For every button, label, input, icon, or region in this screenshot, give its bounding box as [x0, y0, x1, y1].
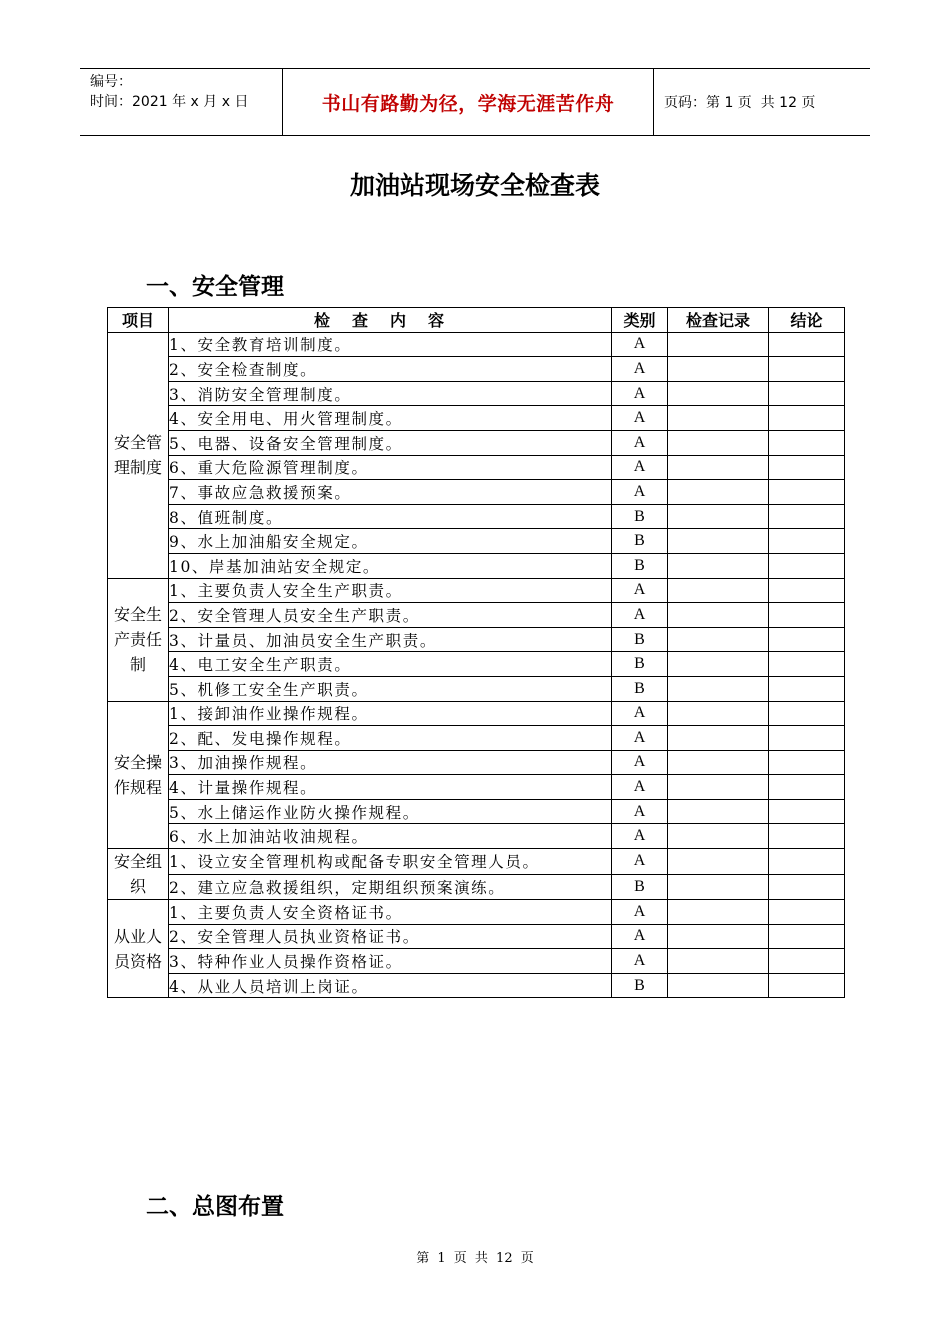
check-item: 2、安全管理人员安全生产职责。 — [169, 603, 612, 628]
conclusion-cell[interactable] — [769, 529, 845, 554]
record-cell[interactable] — [668, 652, 769, 677]
conclusion-cell[interactable] — [769, 381, 845, 406]
category-cell: A — [612, 750, 668, 775]
check-item: 2、配、发电操作规程。 — [169, 726, 612, 751]
category-cell: A — [612, 430, 668, 455]
conclusion-cell[interactable] — [769, 455, 845, 480]
conclusion-cell[interactable] — [769, 332, 845, 357]
category-cell: A — [612, 799, 668, 824]
category-cell: A — [612, 357, 668, 382]
table-row — [108, 603, 845, 628]
category-cell: A — [612, 701, 668, 726]
record-cell[interactable] — [668, 455, 769, 480]
check-item: 1、设立安全管理机构或配备专职安全管理人员。 — [169, 849, 612, 875]
record-cell[interactable] — [668, 332, 769, 357]
check-item: 3、加油操作规程。 — [169, 750, 612, 775]
category-cell: A — [612, 775, 668, 800]
record-cell[interactable] — [668, 480, 769, 505]
page-footer: 第 1 页 共 12 页 — [416, 1251, 534, 1266]
conclusion-cell[interactable] — [769, 578, 845, 603]
record-cell[interactable] — [668, 799, 769, 824]
category-cell: A — [612, 824, 668, 849]
category-cell: A — [612, 849, 668, 875]
table-row — [108, 430, 845, 455]
check-item: 1、主要负责人安全生产职责。 — [169, 578, 612, 603]
conclusion-cell[interactable] — [769, 553, 845, 578]
record-cell[interactable] — [668, 775, 769, 800]
table-row — [108, 849, 845, 875]
conclusion-cell[interactable] — [769, 406, 845, 431]
conclusion-cell[interactable] — [769, 849, 845, 875]
code-label: 编号： — [90, 74, 132, 90]
record-cell[interactable] — [668, 676, 769, 701]
group-label: 从业人员资格 — [108, 900, 169, 998]
category-cell: A — [612, 924, 668, 949]
conclusion-cell[interactable] — [769, 799, 845, 824]
table-row — [108, 627, 845, 652]
header-category: 类别 — [612, 308, 668, 333]
section-heading-2: 二、总图布置 — [146, 1194, 284, 1220]
header-project: 项目 — [108, 308, 169, 333]
category-cell: B — [612, 529, 668, 554]
conclusion-cell[interactable] — [769, 652, 845, 677]
record-cell[interactable] — [668, 553, 769, 578]
table-row — [108, 332, 845, 357]
record-cell[interactable] — [668, 603, 769, 628]
record-cell[interactable] — [668, 357, 769, 382]
category-cell: A — [612, 726, 668, 751]
check-item: 4、安全用电、用火管理制度。 — [169, 406, 612, 431]
conclusion-cell[interactable] — [769, 701, 845, 726]
date-line: 时间：2021 年 x 月 x 日 — [90, 94, 249, 110]
table-row — [108, 676, 845, 701]
table-row — [108, 775, 845, 800]
group-label: 安全生产责任制 — [108, 578, 169, 701]
category-cell: A — [612, 455, 668, 480]
table-row — [108, 480, 845, 505]
conclusion-cell[interactable] — [769, 603, 845, 628]
record-cell[interactable] — [668, 529, 769, 554]
category-cell: B — [612, 676, 668, 701]
group-label: 安全组织 — [108, 849, 169, 900]
conclusion-cell[interactable] — [769, 726, 845, 751]
safety-checklist-table — [107, 307, 845, 998]
table-row — [108, 701, 845, 726]
record-cell[interactable] — [668, 824, 769, 849]
record-cell[interactable] — [668, 381, 769, 406]
category-cell: B — [612, 553, 668, 578]
table-row — [108, 406, 845, 431]
check-item: 5、水上储运作业防火操作规程。 — [169, 799, 612, 824]
table-row — [108, 750, 845, 775]
category-cell: B — [612, 973, 668, 998]
table-row — [108, 455, 845, 480]
category-cell: A — [612, 381, 668, 406]
record-cell[interactable] — [668, 949, 769, 974]
category-cell: B — [612, 874, 668, 900]
record-cell[interactable] — [668, 874, 769, 900]
header-page-info — [654, 69, 870, 135]
conclusion-cell[interactable] — [769, 900, 845, 925]
category-cell: A — [612, 900, 668, 925]
category-cell: B — [612, 652, 668, 677]
conclusion-cell[interactable] — [769, 924, 845, 949]
check-item: 3、消防安全管理制度。 — [169, 381, 612, 406]
record-cell[interactable] — [668, 750, 769, 775]
conclusion-cell[interactable] — [769, 480, 845, 505]
category-cell: A — [612, 480, 668, 505]
check-item: 4、计量操作规程。 — [169, 775, 612, 800]
check-item: 1、主要负责人安全资格证书。 — [169, 900, 612, 925]
check-item: 3、计量员、加油员安全生产职责。 — [169, 627, 612, 652]
check-item: 8、值班制度。 — [169, 504, 612, 529]
check-item: 10、岸基加油站安全规定。 — [169, 553, 612, 578]
table-row — [108, 357, 845, 382]
check-item: 4、从业人员培训上岗证。 — [169, 973, 612, 998]
conclusion-cell[interactable] — [769, 627, 845, 652]
conclusion-cell[interactable] — [769, 874, 845, 900]
header-meta — [80, 69, 282, 135]
table-body — [108, 332, 845, 998]
page-info-text: 页码：第 1 页 共 12 页 — [664, 95, 816, 111]
record-cell[interactable] — [668, 627, 769, 652]
table-row — [108, 949, 845, 974]
record-cell[interactable] — [668, 504, 769, 529]
check-item: 2、安全管理人员执业资格证书。 — [169, 924, 612, 949]
header-content: 检查内容 — [169, 308, 612, 333]
category-cell: B — [612, 504, 668, 529]
document-title: 加油站现场安全检查表 — [349, 171, 600, 200]
header-record: 检查记录 — [668, 308, 769, 333]
record-cell[interactable] — [668, 578, 769, 603]
check-item: 5、机修工安全生产职责。 — [169, 676, 612, 701]
category-cell: A — [612, 578, 668, 603]
document-header — [80, 68, 870, 136]
record-cell[interactable] — [668, 900, 769, 925]
check-item: 6、重大危险源管理制度。 — [169, 455, 612, 480]
category-cell: A — [612, 332, 668, 357]
check-item: 3、特种作业人员操作资格证。 — [169, 949, 612, 974]
conclusion-cell[interactable] — [769, 676, 845, 701]
header-conclusion: 结论 — [769, 308, 845, 333]
category-cell: A — [612, 603, 668, 628]
record-cell[interactable] — [668, 849, 769, 875]
conclusion-cell[interactable] — [769, 775, 845, 800]
record-cell[interactable] — [668, 973, 769, 998]
conclusion-cell[interactable] — [769, 504, 845, 529]
check-item: 1、接卸油作业操作规程。 — [169, 701, 612, 726]
conclusion-cell[interactable] — [769, 750, 845, 775]
table-header-row — [108, 308, 845, 333]
conclusion-cell[interactable] — [769, 949, 845, 974]
conclusion-cell[interactable] — [769, 973, 845, 998]
table-row — [108, 824, 845, 849]
table-row — [108, 381, 845, 406]
category-cell: A — [612, 406, 668, 431]
check-item: 1、安全教育培训制度。 — [169, 332, 612, 357]
group-label: 安全管理制度 — [108, 332, 169, 578]
conclusion-cell[interactable] — [769, 824, 845, 849]
check-item: 9、水上加油船安全规定。 — [169, 529, 612, 554]
table-row — [108, 578, 845, 603]
header-slogan: 书山有路勤为径，学海无涯苦作舟 — [282, 69, 654, 135]
record-cell[interactable] — [668, 406, 769, 431]
check-item: 2、建立应急救援组织，定期组织预案演练。 — [169, 874, 612, 900]
table-row — [108, 973, 845, 998]
table-row — [108, 504, 845, 529]
check-item: 4、电工安全生产职责。 — [169, 652, 612, 677]
table-row — [108, 924, 845, 949]
table-row — [108, 726, 845, 751]
check-item: 7、事故应急救援预案。 — [169, 480, 612, 505]
conclusion-cell[interactable] — [769, 430, 845, 455]
record-cell[interactable] — [668, 726, 769, 751]
group-label: 安全操作规程 — [108, 701, 169, 849]
record-cell[interactable] — [668, 924, 769, 949]
section-heading-1: 一、安全管理 — [146, 274, 284, 300]
conclusion-cell[interactable] — [769, 357, 845, 382]
table-row — [108, 799, 845, 824]
table-row — [108, 529, 845, 554]
table-row — [108, 652, 845, 677]
table-row — [108, 553, 845, 578]
check-item: 6、水上加油站收油规程。 — [169, 824, 612, 849]
table-row — [108, 900, 845, 925]
check-item: 5、电器、设备安全管理制度。 — [169, 430, 612, 455]
category-cell: A — [612, 949, 668, 974]
record-cell[interactable] — [668, 701, 769, 726]
table-row — [108, 874, 845, 900]
check-item: 2、安全检查制度。 — [169, 357, 612, 382]
category-cell: B — [612, 627, 668, 652]
record-cell[interactable] — [668, 430, 769, 455]
